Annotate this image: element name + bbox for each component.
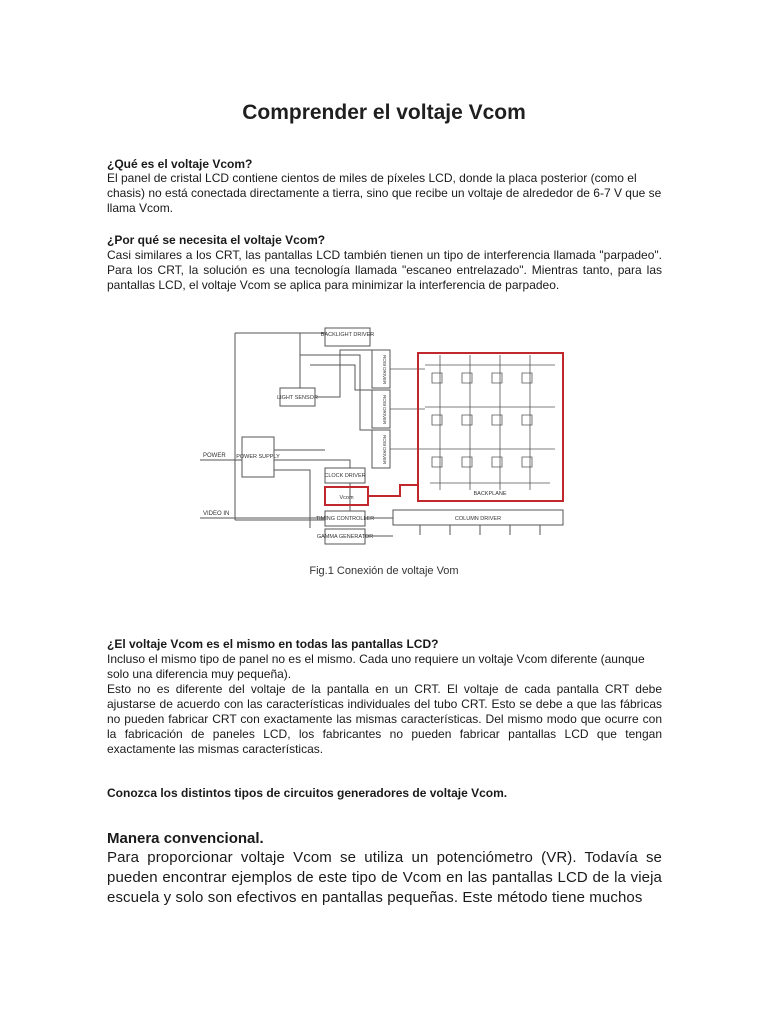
paragraph-conventional-method: Para proporcionar voltaje Vcom se utiliza un potenciómetro (VR). Todavía se pueden encontrar ejemplos de este tipo de Vcom en las pantallas LCD de la vieja escuela y solo son efectivos en pantallas pequeñas. Este método tiene muchos <box>107 849 662 906</box>
paragraph-vcom-same-1: Incluso el mismo tipo de panel no es el mismo. Cada uno requiere un voltaje Vcom diferente (aunque solo una diferencia muy pequeña). <box>107 652 645 681</box>
label-row-driver-3: ROW DRIVER <box>382 435 387 465</box>
label-power-input: POWER <box>203 453 226 459</box>
label-gamma: GAMMA GENERATOR <box>316 534 374 540</box>
label-column-driver: COLUMN DRIVER <box>454 516 502 522</box>
label-vcom: Vcom <box>339 495 354 501</box>
label-backlight: BACKLIGHT DRIVER <box>320 332 375 338</box>
label-row-driver-1: ROW DRIVER <box>382 355 387 385</box>
heading-vcom-circuits: Conozca los distintos tipos de circuitos generadores de voltaje Vcom. <box>107 786 508 800</box>
paragraph-vcom-same-2: Esto no es diferente del voltaje de la pantalla en un CRT. El voltaje de cada pantalla CRT debe ajustarse de acuerdo con las características individuales del tubo CRT. Esto se debe a que las fábricas no pueden fabricar CRT con exactamente las mismas características. Del mismo modo que ocurre con la fabricación de paneles LCD, los fabricantes no pueden fabricar pantallas LCD que tengan exactamente las mismas características. <box>107 682 662 756</box>
label-clock-driver: CLOCK DRIVER <box>324 473 366 479</box>
paragraph-what-is-vcom: El panel de cristal LCD contiene cientos de miles de píxeles LCD, donde la placa posterior (como el chasis) no está conectada directamente a tierra, sino que recibe un voltaje de alrededor de 6-7 V que se llama Vcom. <box>107 171 662 215</box>
label-power-supply: POWER SUPPLY <box>236 454 280 460</box>
label-light-sensor: LIGHT SENSOR <box>277 395 318 401</box>
vcom-circuit-diagram <box>200 325 575 553</box>
figure-caption: Fig.1 Conexión de voltaje Vom <box>309 565 459 577</box>
pixel-cell-grid <box>432 373 532 467</box>
paragraph-why-vcom: Casi similares a los CRT, las pantallas LCD también tienen un tipo de interferencia llamada "parpadeo". Para los CRT, la solución es una tecnología llamada "escaneo entrelazado". Mientras tanto, para las pantallas LCD, el voltaje Vcom se aplica para minimizar la interferencia de parpadeo. <box>107 248 662 292</box>
label-row-driver-2: ROW DRIVER <box>382 395 387 425</box>
label-timing: TIMING CONTROLLER <box>315 516 375 522</box>
question-why-vcom: ¿Por qué se necesita el voltaje Vcom? <box>107 233 326 247</box>
question-vcom-same: ¿El voltaje Vcom es el mismo en todas las pantallas LCD? <box>107 637 439 651</box>
label-backplane: BACKPLANE <box>473 491 507 497</box>
label-video-input: VIDEO IN <box>203 511 230 517</box>
heading-conventional-method: Manera convencional. <box>107 830 264 847</box>
page-title: Comprender el voltaje Vcom <box>242 101 526 124</box>
question-what-is-vcom: ¿Qué es el voltaje Vcom? <box>107 157 253 171</box>
